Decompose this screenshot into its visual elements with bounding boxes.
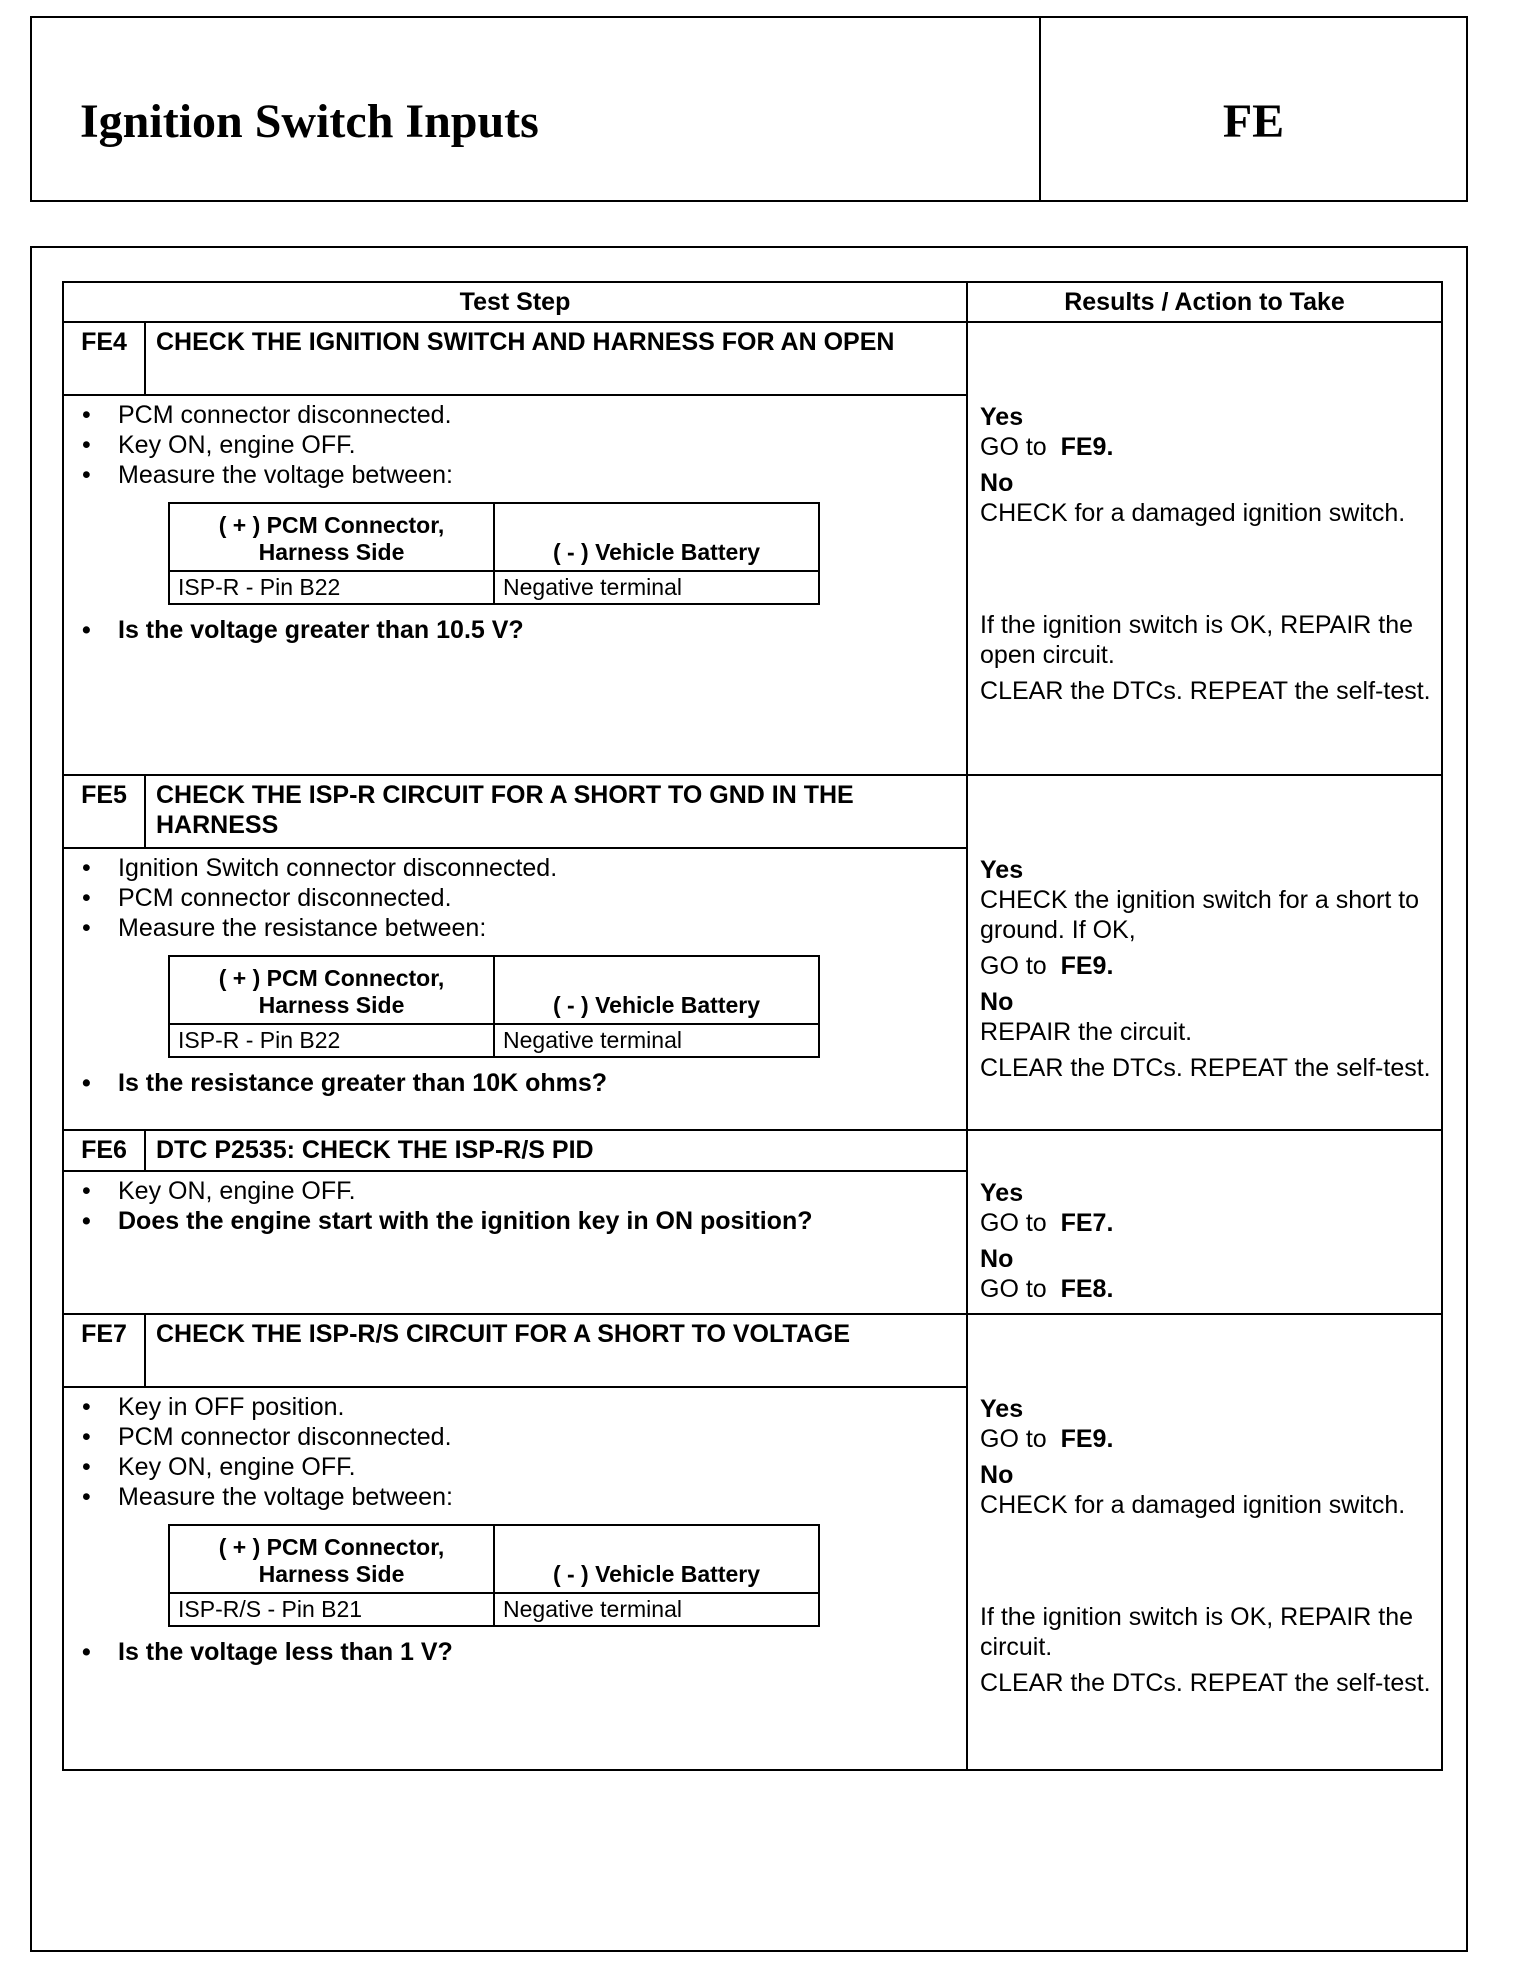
meas-head-minus: ( - ) Vehicle Battery (494, 956, 819, 1024)
meas-terminal: Negative terminal (494, 1593, 819, 1626)
goto-text: GO to (980, 952, 1047, 980)
results-fe4 (967, 322, 1442, 775)
measurement-table (168, 502, 820, 605)
goto-text: GO to (980, 1275, 1047, 1303)
meas-terminal: Negative terminal (494, 1024, 819, 1057)
goto-text: GO to (980, 1425, 1047, 1453)
bullet-item: • PCM connector disconnected. (118, 1422, 966, 1452)
meas-head-minus: ( - ) Vehicle Battery (494, 503, 819, 571)
results-fe5 (967, 775, 1442, 1130)
meas-head-plus: ( + ) PCM Connector, Harness Side (169, 956, 494, 1024)
page-header (30, 16, 1468, 202)
meas-pin: ISP-R - Pin B22 (169, 571, 494, 604)
no-action: REPAIR the circuit. (980, 1018, 1193, 1046)
bullet-item: • PCM connector disconnected. (118, 400, 966, 430)
no-label: No (980, 988, 1014, 1016)
step-body-fe7 (63, 1387, 967, 1770)
results-fe6 (967, 1130, 1442, 1314)
measurement-table (168, 1524, 820, 1627)
step-id-fe7: FE7 (63, 1314, 145, 1387)
results-fe7 (967, 1314, 1442, 1770)
no-label: No (980, 469, 1014, 497)
goto-text: GO to (980, 433, 1047, 461)
measurement-table (168, 955, 820, 1058)
if-ok-action: If the ignition switch is OK, REPAIR the circuit. (980, 1603, 1414, 1661)
step-title-fe7: CHECK THE ISP-R/S CIRCUIT FOR A SHORT TO VOLTAGE (145, 1314, 967, 1387)
goto-target: FE8. (1060, 1275, 1114, 1303)
page-title: Ignition Switch Inputs (80, 95, 539, 148)
step-id-fe4: FE4 (63, 322, 145, 395)
no-label: No (980, 1461, 1014, 1489)
clear-action: CLEAR the DTCs. REPEAT the self-test. (980, 677, 1431, 705)
clear-action: CLEAR the DTCs. REPEAT the self-test. (980, 1054, 1431, 1082)
meas-terminal: Negative terminal (494, 571, 819, 604)
bullet-item: • Measure the voltage between: (118, 460, 966, 490)
col-results: Results / Action to Take (967, 282, 1442, 322)
step-id-fe6: FE6 (63, 1130, 145, 1171)
step-question: • Does the engine start with the ignition key in ON position? (118, 1206, 966, 1236)
bullet-item: • PCM connector disconnected. (118, 883, 966, 913)
step-title-fe4: CHECK THE IGNITION SWITCH AND HARNESS FOR AN OPEN (145, 322, 967, 395)
meas-pin: ISP-R - Pin B22 (169, 1024, 494, 1057)
col-test-step: Test Step (63, 282, 967, 322)
yes-label: Yes (980, 856, 1024, 884)
meas-pin: ISP-R/S - Pin B21 (169, 1593, 494, 1626)
clear-action: CLEAR the DTCs. REPEAT the self-test. (980, 1669, 1431, 1697)
step-body-fe4 (63, 395, 967, 775)
goto-target: FE7. (1060, 1209, 1114, 1237)
bullet-item: • Measure the voltage between: (118, 1482, 966, 1512)
step-question: • Is the resistance greater than 10K ohms? (118, 1068, 966, 1098)
no-action: CHECK for a damaged ignition switch. (980, 1491, 1406, 1519)
step-id-fe5: FE5 (63, 775, 145, 848)
meas-head-minus: ( - ) Vehicle Battery (494, 1525, 819, 1593)
no-label: No (980, 1245, 1014, 1273)
goto-target: FE9. (1060, 433, 1114, 461)
yes-label: Yes (980, 403, 1024, 431)
bullet-item: • Key ON, engine OFF. (118, 1176, 966, 1206)
goto-target: FE9. (1060, 1425, 1114, 1453)
meas-head-plus: ( + ) PCM Connector, Harness Side (169, 503, 494, 571)
meas-head-plus: ( + ) PCM Connector, Harness Side (169, 1525, 494, 1593)
step-title-fe6: DTC P2535: CHECK THE ISP-R/S PID (145, 1130, 967, 1171)
bullet-item: • Measure the resistance between: (118, 913, 966, 943)
test-step-table (62, 281, 1443, 1771)
no-action: CHECK for a damaged ignition switch. (980, 499, 1406, 527)
yes-label: Yes (980, 1179, 1024, 1207)
goto-text: GO to (980, 1209, 1047, 1237)
bullet-item: • Key in OFF position. (118, 1392, 966, 1422)
step-question: • Is the voltage greater than 10.5 V? (118, 615, 966, 645)
step-body-fe5 (63, 848, 967, 1130)
bullet-item: • Ignition Switch connector disconnected. (118, 853, 966, 883)
goto-target: FE9. (1060, 952, 1114, 980)
step-body-fe6 (63, 1171, 967, 1314)
step-title-fe5: CHECK THE ISP-R CIRCUIT FOR A SHORT TO GND IN THE HARNESS (145, 775, 967, 848)
yes-action: CHECK the ignition switch for a short to ground. If OK, (980, 886, 1420, 944)
yes-label: Yes (980, 1395, 1024, 1423)
section-code: FE (1222, 95, 1285, 148)
if-ok-action: If the ignition switch is OK, REPAIR the open circuit. (980, 611, 1414, 669)
bullet-item: • Key ON, engine OFF. (118, 1452, 966, 1482)
bullet-item: • Key ON, engine OFF. (118, 430, 966, 460)
step-question: • Is the voltage less than 1 V? (118, 1637, 966, 1667)
